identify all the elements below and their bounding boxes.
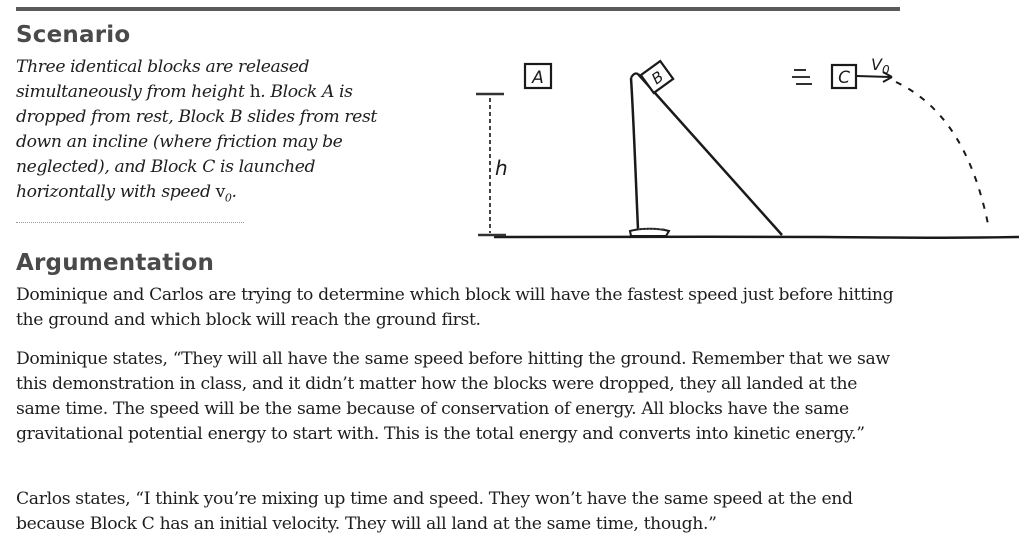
velocity-label	[871, 55, 890, 77]
scenario-dotted-divider	[16, 222, 244, 223]
motion-lines	[792, 70, 812, 84]
scenario-text-part-2: . Block A is dropped from rest, Block B slides from rest down an incline (where friction may be neglected), and Block C is launched horizontally with speed	[16, 82, 377, 202]
scenario-heading: Scenario	[16, 22, 131, 48]
velocity-label-v: V	[871, 55, 882, 74]
argumentation-heading: Argumentation	[16, 250, 215, 276]
argument-paragraph-dominique: Dominique states, “They will all have the same speed before hitting the ground. Remember that we saw this demonstration in class, and it didn’t matter how the blocks were dropped, they all landed at the same time. The speed will be the same because of conservation of energy. All blocks have the same gravitational potential energy to start with. This is the total energy and converts into kinetic energy.”	[16, 349, 890, 444]
block-b-label: B	[648, 67, 668, 89]
height-symbol: h	[249, 82, 261, 102]
scenario-text-end: .	[231, 182, 237, 202]
velocity-subscript: 0	[224, 191, 232, 205]
ground-line	[494, 237, 1019, 238]
argument-paragraph-intro: Dominique and Carlos are trying to determine which block will have the fastest speed just before hitting the ground and which block will reach the ground first.	[16, 285, 894, 330]
scenario-diagram	[466, 46, 1022, 246]
scenario-description	[16, 55, 416, 210]
velocity-label-subscript: 0	[881, 63, 890, 77]
top-divider	[16, 7, 900, 11]
block-b	[641, 61, 673, 93]
incline-ramp	[630, 74, 782, 237]
block-c-label: C	[838, 68, 850, 88]
block-a-label: A	[532, 68, 544, 88]
block-c	[832, 65, 856, 88]
block-a	[525, 64, 551, 88]
argument-paragraph-carlos: Carlos states, “I think you’re mixing up time and speed. They won’t have the same speed at the end because Block C has an initial velocity. They will all land at the same time, though.”	[16, 489, 853, 534]
velocity-symbol: v	[215, 182, 225, 202]
projectile-trajectory	[896, 82, 988, 224]
height-label: h	[495, 156, 508, 180]
scenario-text-part-1: Three identical blocks are released simultaneously from height	[16, 57, 310, 102]
